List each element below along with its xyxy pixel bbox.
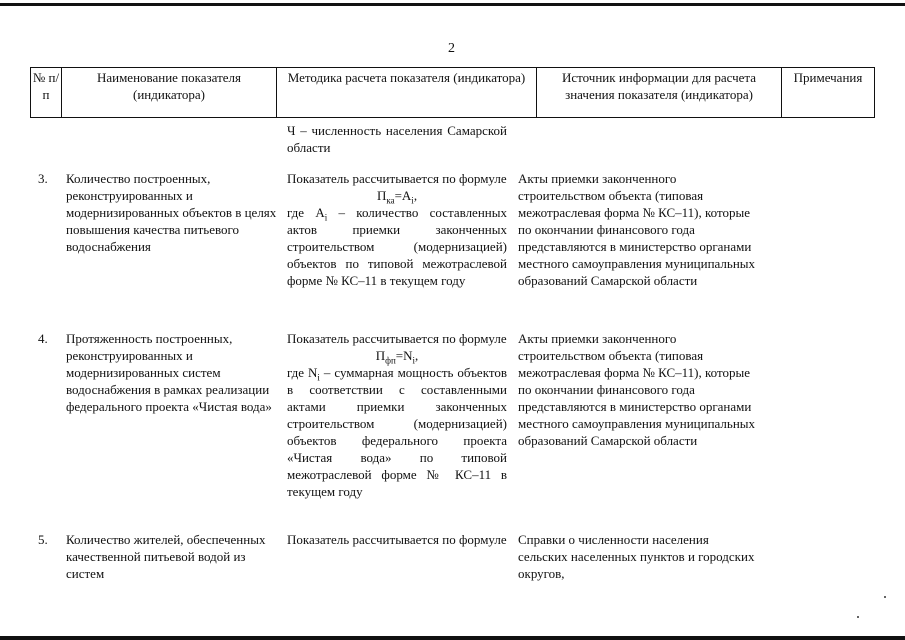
calculation-method <box>287 170 507 289</box>
bottom-rule <box>0 636 905 640</box>
indicator-name: Количество жителей, обеспеченных качественной питьевой водой из систем <box>66 532 266 581</box>
method-intro: Показатель рассчитывается по формуле <box>287 532 507 547</box>
row-number: 4. <box>38 331 48 346</box>
header-num: № п/п <box>32 70 60 102</box>
formula: $П_{фп}=N_i$, <box>375 348 419 366</box>
header-name: Наименование показателя (индикатора) <box>61 68 276 117</box>
continued-method: Ч – численность населения Самарской области <box>287 123 507 155</box>
method-intro: Показатель рассчитывается по формуле <box>287 331 507 346</box>
row-number: 3. <box>38 171 48 186</box>
indicator-name: Количество построенных, реконструированных и модернизированных объектов в целях повышения качества питьевого водоснабжения <box>66 171 277 254</box>
calculation-method <box>287 531 507 548</box>
calculation-method <box>287 330 507 500</box>
scan-speck <box>857 616 859 618</box>
header-notes: Примечания <box>781 68 874 117</box>
method-intro: Показатель рассчитывается по формуле <box>287 171 507 186</box>
scan-speck <box>884 596 886 598</box>
data-source: Акты приемки законченного строительством объекта (типовая межотраслевая форма № КС–11), которые по окончании финансового года представляются в министерство органами местного самоуправления муниципальных образований Самарской области <box>518 171 756 288</box>
formula: $П_{ка}=A_i$, <box>376 188 418 206</box>
header-source: Источник информации для расчета значения показателя (индикатора) <box>536 68 781 117</box>
method-description: где $N_i$ – суммарная мощность объектов в соответствии с составленными актами приемки законченных строительством (модернизацией) объектов федерального проекта «Чистая вода» по типовой межотраслевой форме № КС–11 в текущем году <box>287 365 507 499</box>
data-source: Акты приемки законченного строительством объекта (типовая межотраслевая форма № КС–11), которые по окончании финансового года представляются в министерство органами местного самоуправления муниципальных образований Самарской области <box>518 331 756 448</box>
header-method: Методика расчета показателя (индикатора) <box>276 68 536 117</box>
top-rule <box>0 3 905 6</box>
indicator-name: Протяженность построенных, реконструированных и модернизированных систем водоснабжения в рамках реализации федерального проекта «Чистая вода» <box>66 331 272 414</box>
page-number: 2 <box>448 41 455 56</box>
data-source: Справки о численности населения сельских населенных пунктов и городских округов, <box>518 532 755 581</box>
row-number: 5. <box>38 532 48 547</box>
table-header <box>30 67 875 118</box>
method-description: где $A_i$ – количество составленных актов приемки законченных строительством (модернизацией) объектов по типовой межотраслевой форме № КС–11 в текущем году <box>287 205 507 288</box>
